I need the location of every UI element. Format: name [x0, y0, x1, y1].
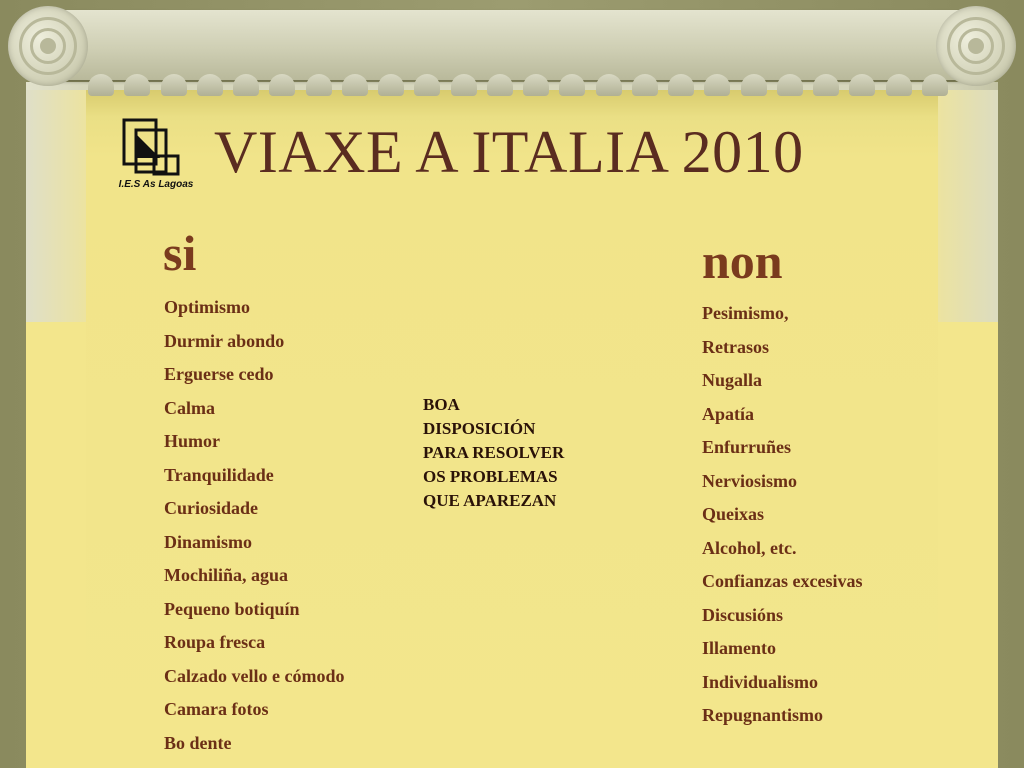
non-list-item: Repugnantismo — [702, 705, 824, 725]
column-shade-left — [26, 90, 86, 322]
middle-note-line: OS PROBLEMAS — [423, 467, 558, 486]
non-list — [702, 303, 863, 739]
middle-note-line: QUE APAREZAN — [423, 491, 557, 510]
si-list-item: Calzado vello e cómodo — [164, 665, 345, 686]
si-list-item: Calma — [164, 397, 215, 418]
si-list-item: Roupa fresca — [164, 632, 266, 652]
non-list-item: Nerviosismo — [702, 470, 797, 491]
middle-note-line: DISPOSICIÓN — [423, 419, 536, 438]
non-heading: non — [702, 233, 783, 289]
non-list-item: Alcohol, etc. — [702, 537, 797, 558]
egg-ornament — [741, 74, 767, 96]
egg-ornament — [88, 74, 114, 96]
capital-body — [38, 10, 986, 80]
logo-caption: I.E.S As Lagoas — [118, 179, 194, 190]
egg-ornament — [124, 74, 150, 96]
si-heading: si — [163, 225, 197, 281]
non-list-item: Enfurruñes — [702, 437, 792, 457]
middle-note — [423, 393, 623, 513]
si-list-item: Durmir abondo — [164, 330, 285, 351]
egg-ornament — [886, 74, 912, 96]
egg-and-dart-molding — [88, 74, 948, 96]
egg-ornament — [342, 74, 368, 96]
si-list — [164, 297, 344, 766]
egg-ornament — [161, 74, 187, 96]
egg-ornament — [306, 74, 332, 96]
egg-ornament — [777, 74, 803, 96]
si-list-item: Optimismo — [164, 297, 251, 317]
egg-ornament — [197, 74, 223, 96]
egg-ornament — [523, 74, 549, 96]
middle-note-line: PARA RESOLVER — [423, 443, 565, 462]
egg-ornament — [704, 74, 730, 96]
egg-ornament — [849, 74, 875, 96]
si-list-item: Dinamismo — [164, 531, 253, 552]
egg-ornament — [487, 74, 513, 96]
non-list-item: Nugalla — [702, 370, 763, 390]
egg-ornament — [414, 74, 440, 96]
egg-ornament — [596, 74, 622, 96]
si-list-item: Mochiliña, agua — [164, 565, 289, 585]
non-list-item: Individualismo — [702, 671, 819, 692]
column-capital — [8, 6, 1016, 92]
si-list-item: Pequeno botiquín — [164, 598, 300, 619]
volute-right-icon — [936, 6, 1016, 86]
non-list-item: Pesimismo, — [702, 303, 789, 323]
egg-ornament — [668, 74, 694, 96]
non-list-item: Discusións — [702, 604, 784, 625]
non-list-item: Illamento — [702, 638, 776, 658]
volute-left-icon — [8, 6, 88, 86]
egg-ornament — [451, 74, 477, 96]
si-list-item: Tranquilidade — [164, 464, 274, 485]
non-list-item: Retrasos — [702, 336, 769, 357]
egg-ornament — [378, 74, 404, 96]
si-list-item: Humor — [164, 431, 220, 451]
egg-ornament — [233, 74, 259, 96]
middle-note-line: BOA — [423, 395, 460, 414]
non-list-item: Confianzas excesivas — [702, 571, 863, 591]
si-list-item: Bo dente — [164, 732, 232, 753]
page-title: VIAXE A ITALIA 2010 — [214, 119, 804, 185]
si-list-item: Curiosidade — [164, 498, 259, 518]
si-list-item: Erguerse cedo — [164, 364, 274, 384]
column-shade-right — [938, 90, 998, 322]
egg-ornament — [269, 74, 295, 96]
egg-ornament — [559, 74, 585, 96]
non-list-item: Queixas — [702, 504, 765, 524]
non-list-item: Apatía — [702, 403, 755, 424]
si-list-item: Camara fotos — [164, 699, 269, 719]
egg-ornament — [632, 74, 658, 96]
egg-ornament — [922, 74, 948, 96]
egg-ornament — [813, 74, 839, 96]
